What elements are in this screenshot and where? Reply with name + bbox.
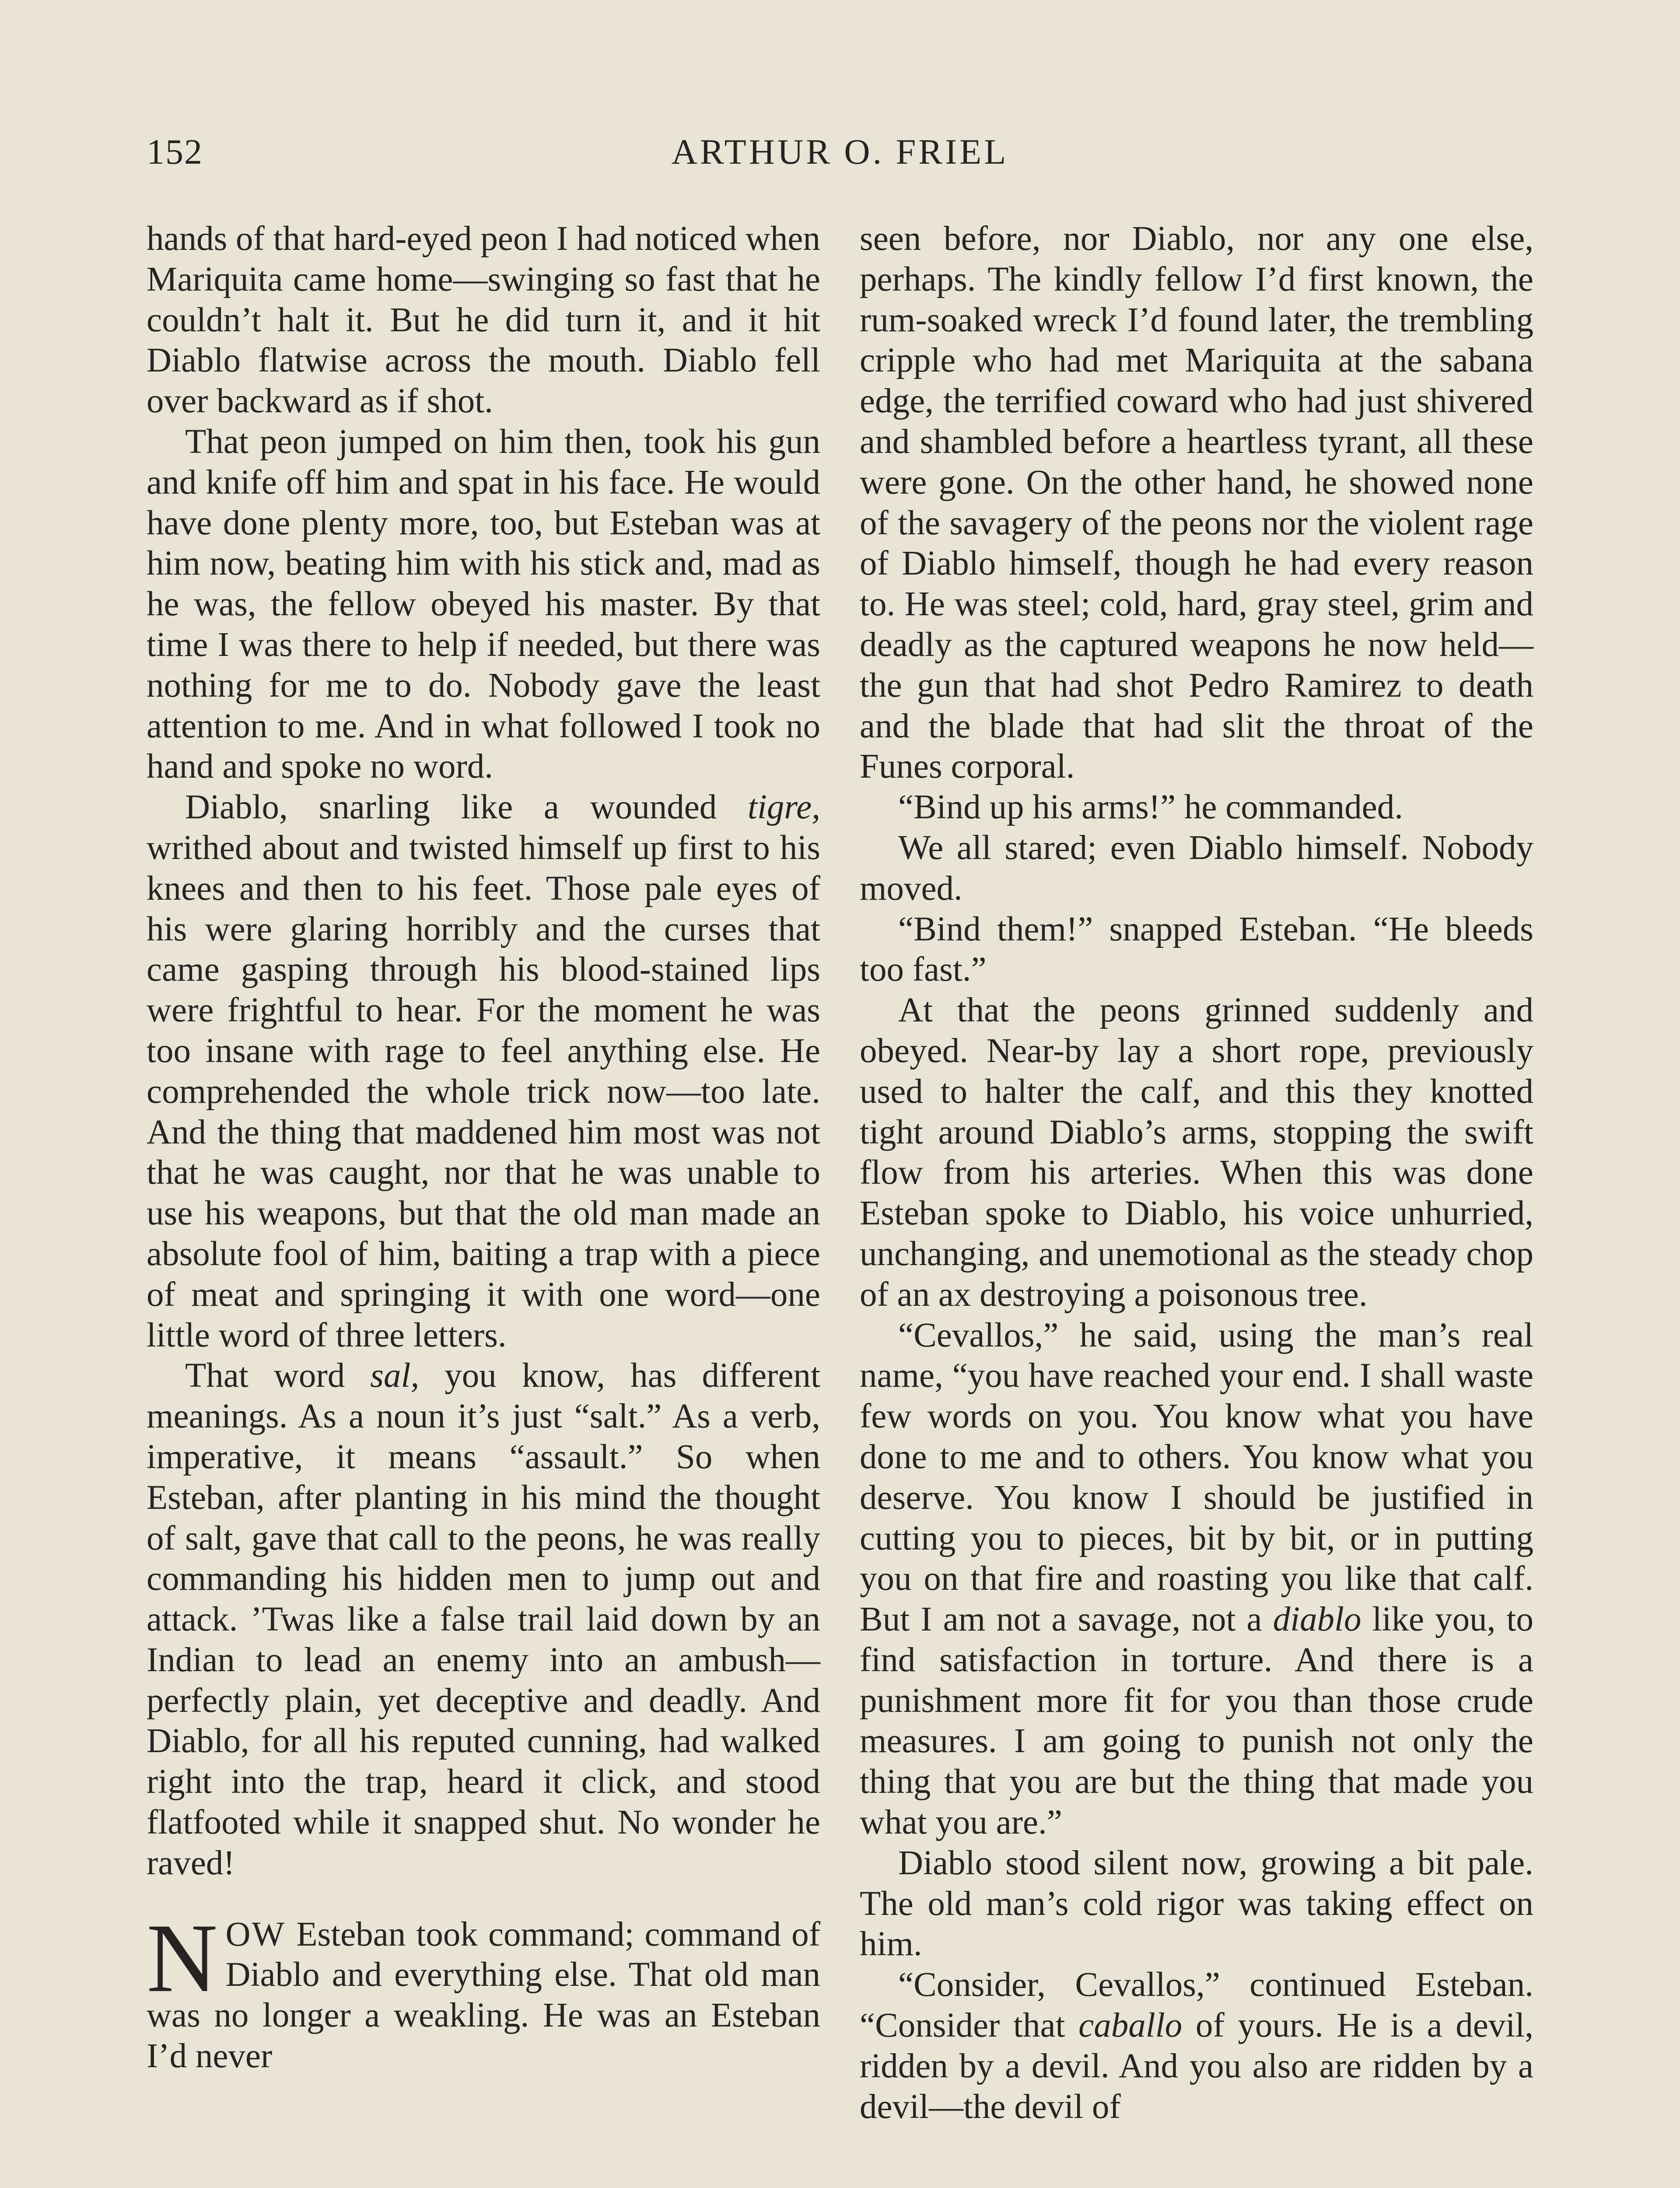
drop-cap: N bbox=[147, 1903, 218, 2013]
paragraph: Diablo, snarling like a wounded tigre, writhed about and twisted himself up first to his knees and then to his feet. Those pale eyes of his were glaring horribly and the curses that came gasping through his blood-stained lips were frightful to hear. For the moment he was too insane with rage to feel anything else. He comprehended the whole trick now—too late. And the thing that maddened him most was not that he was caught, nor that he was unable to use his weapons, but that the old man made an absolute fool of him, baiting a trap with a piece of meat and springing it with one word—one little word of three letters. bbox=[147, 788, 820, 1354]
paragraph: Diablo stood silent now, growing a bit pale. The old man’s cold rigor was taking effect on him. bbox=[860, 1844, 1533, 1964]
paragraph: hands of that hard-eyed peon I had noticed when Mariquita came home—swinging so fast that he couldn’t halt it. But he did turn it, and it hit Diablo flatwise across the mouth. Diablo fell over backward as if shot. bbox=[147, 220, 820, 421]
paragraph: That peon jumped on him then, took his gun and knife off him and spat in his face. He would have done plenty more, too, but Esteban was at him now, beating him with his stick and, mad as he was, the fellow obeyed his master. By that time I was there to help if needed, but there was nothing for me to do. Nobody gave the least attention to me. And in what followed I took no hand and spoke no word. bbox=[147, 422, 820, 786]
italic-word: sal, bbox=[370, 1357, 420, 1395]
paragraph: seen before, nor Diablo, nor any one else, perhaps. The kindly fellow I’d first known, the rum-soaked wreck I’d found later, the trembling cripple who had met Mariquita at the sabana edge, the terrified coward who had just shivered and shambled before a heartless tyrant, all these were gone. On the other hand, he showed none of the savagery of the peons nor the violent rage of Diablo himself, though he had every reason to. He was steel; cold, hard, gray steel, grim and deadly as the captured weapons he now held—the gun that had shot Pedro Ramirez to death and the blade that had slit the throat of the Funes corporal. bbox=[860, 220, 1533, 786]
paragraph: “Bind them!” snapped Esteban. “He bleeds too fast.” bbox=[860, 910, 1533, 989]
page-header bbox=[147, 131, 1533, 179]
paragraph: “Consider, Cevallos,” continued Esteban. “Consider that caballo of yours. He is a devil, ridden by a devil. And you also are ridden by a devil—the devil of bbox=[860, 1966, 1533, 2126]
paragraph: We all stared; even Diablo himself. Nobody moved. bbox=[860, 828, 1533, 908]
running-head: ARTHUR O. FRIEL bbox=[671, 132, 1009, 172]
italic-word: caballo bbox=[1078, 2006, 1183, 2045]
paragraph: At that the peons grinned suddenly and obeyed. Near-by lay a short rope, previously used to halter the calf, and this they knotted tight around Diablo’s arms, stopping the swift flow from his arteries. When this was done Esteban spoke to Diablo, his voice unhurried, unchanging, and unemotional as the steady chop of an ax destroying a poisonous tree. bbox=[860, 991, 1533, 1314]
page-number: 152 bbox=[147, 132, 203, 172]
paragraph: That word sal, you know, has different meanings. As a noun it’s just “salt.” As a verb, imperative, it means “assault.” So when Esteban, after planting in his mind the thought of salt, gave that call to the peons, he was really commanding his hidden men to jump out and attack. ’Twas like a false trail laid down by an Indian to lead an enemy into an ambush—perfectly plain, yet deceptive and deadly. And Diablo, for all his reputed cunning, had walked right into the trap, heard it click, and stood flatfooted while it snapped shut. No wonder he raved! bbox=[147, 1357, 820, 1882]
section-opening-paragraph: NOW Esteban took command; command of Diablo and everything else. That old man was no longer a weakling. He was an Esteban I’d never bbox=[147, 1903, 820, 2076]
small-caps-lead: OW bbox=[225, 1915, 286, 1953]
italic-word: tigre, bbox=[747, 788, 820, 827]
paragraph: “Bind up his arms!” he commanded. bbox=[898, 788, 1403, 827]
left-column bbox=[147, 219, 820, 2077]
right-column bbox=[860, 219, 1533, 2127]
italic-word: diablo bbox=[1273, 1600, 1362, 1639]
paragraph: “Cevallos,” he said, using the man’s real name, “you have reached your end. I shall waste few words on you. You know what you have done to me and to others. You know what you deserve. You know I should be justified in cutting you to pieces, bit by bit, or in putting you on that fire and roasting you like that calf. But I am not a savage, not a diablo like you, to find satisfaction in torture. And there is a punishment more fit for you than those crude measures. I am going to punish not only the thing that you are but the thing that made you what you are.” bbox=[860, 1316, 1533, 1842]
